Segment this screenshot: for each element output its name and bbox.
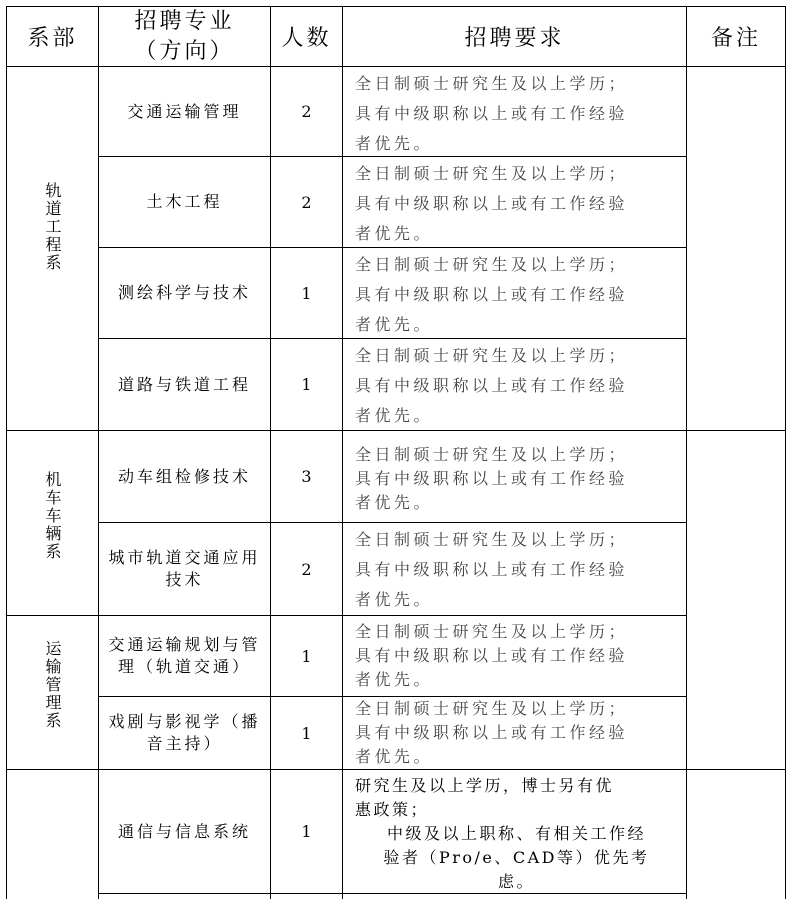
major-cell: 道路与铁道工程 <box>117 374 251 394</box>
count-cell: 1 <box>301 822 312 841</box>
requirements-cell <box>343 697 686 769</box>
req-line: 者优先。 <box>355 747 434 766</box>
count-cell: 2 <box>301 559 312 579</box>
req-line: 具有中级职称以上或有工作经验 <box>355 376 629 395</box>
req-line: 具有中级职称以上或有工作经验 <box>355 469 629 488</box>
req-line: 中级及以上职称、有相关工作经 <box>386 824 646 843</box>
dept-transport: 运输管理系 <box>43 640 62 730</box>
req-line: 全日制硕士研究生及以上学历； <box>355 622 629 641</box>
requirements-cell <box>343 431 686 522</box>
req-line: 全日制硕士研究生及以上学历； <box>355 699 629 718</box>
count-cell: 2 <box>301 102 312 121</box>
requirements-cell <box>343 157 686 247</box>
requirements-cell <box>343 248 686 338</box>
major-cell: 戏剧与影视学（播音主持） <box>108 712 261 753</box>
req-line: 全日制硕士研究生及以上学历； <box>355 255 629 274</box>
req-line: 者优先。 <box>355 493 434 512</box>
req-line: 具有中级职称以上或有工作经验 <box>355 194 629 213</box>
dept-transport-cell <box>7 616 98 769</box>
req-line: 验者（Pro/e、CAD等）优先考 <box>383 848 650 867</box>
major-cell: 通信与信息系统 <box>117 821 251 841</box>
requirements-cell <box>343 67 686 156</box>
count-cell: 1 <box>301 723 312 743</box>
req-line: 全日制硕士研究生及以上学历； <box>355 346 629 365</box>
requirements-cell <box>343 770 686 893</box>
header-major-line1: 招聘专业 <box>134 8 235 34</box>
dept-rolling-cell <box>7 431 98 615</box>
req-line: 者优先。 <box>355 315 434 334</box>
major-cell: 交通运输规划与管理（轨道交通） <box>108 635 261 676</box>
count-cell: 1 <box>301 283 312 303</box>
dept-rail: 轨道工程系 <box>43 182 62 272</box>
req-line: 研究生及以上学历，博士另有优 <box>355 776 615 795</box>
dept-rolling: 机车车辆系 <box>43 471 62 561</box>
header-count: 人数 <box>281 26 332 51</box>
req-line: 惠政策； <box>355 800 430 819</box>
requirements-cell <box>343 616 686 696</box>
requirements-cell <box>343 523 686 615</box>
req-line: 全日制硕士研究生及以上学历； <box>355 164 629 183</box>
req-line: 者优先。 <box>355 590 434 609</box>
req-line: 者优先。 <box>355 134 434 153</box>
req-line: 具有中级职称以上或有工作经验 <box>355 646 629 665</box>
major-cell: 交通运输管理 <box>127 101 242 121</box>
req-line: 全日制硕士研究生及以上学历； <box>355 445 629 464</box>
major-cell: 测绘科学与技术 <box>117 283 251 302</box>
count-cell: 1 <box>301 646 312 666</box>
header-requirements: 招聘要求 <box>464 26 565 51</box>
count-cell: 2 <box>301 192 312 212</box>
dept-rail-cell <box>7 67 98 430</box>
req-line: 全日制硕士研究生及以上学历； <box>355 530 629 549</box>
major-cell: 动车组检修技术 <box>117 466 251 486</box>
req-line: 者优先。 <box>355 224 434 243</box>
major-cell: 城市轨道交通应用技术 <box>108 548 261 589</box>
requirements-cell <box>343 339 686 430</box>
req-line: 具有中级职称以上或有工作经验 <box>355 104 629 123</box>
req-line: 具有中级职称以上或有工作经验 <box>355 723 629 742</box>
req-line: 者优先。 <box>355 670 434 689</box>
major-cell: 土木工程 <box>146 192 223 211</box>
header-remarks: 备注 <box>710 26 761 51</box>
req-line: 具有中级职称以上或有工作经验 <box>355 560 629 579</box>
header-department: 系部 <box>27 26 78 51</box>
header-major <box>99 7 270 66</box>
req-line: 虑。 <box>497 872 535 891</box>
req-line: 全日制硕士研究生及以上学历； <box>355 74 629 93</box>
req-line: 者优先。 <box>355 406 434 425</box>
req-line: 具有中级职称以上或有工作经验 <box>355 285 629 304</box>
count-cell: 3 <box>301 467 312 486</box>
header-major-line2: （方向） <box>134 38 235 64</box>
count-cell: 1 <box>301 375 312 394</box>
